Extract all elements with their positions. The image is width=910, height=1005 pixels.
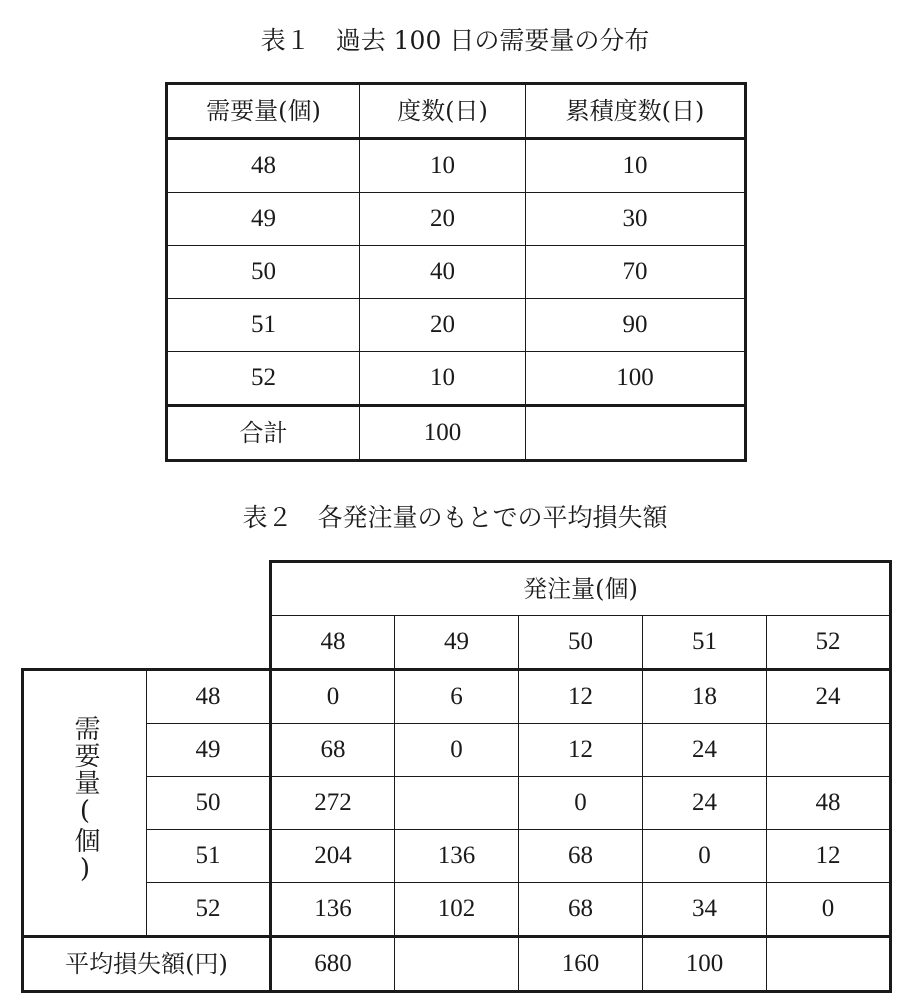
table-row [167,246,746,299]
loss-cell: 204 [271,830,395,883]
table-row [167,299,746,352]
demand-cell: 49 [167,193,360,246]
table-row [167,139,746,193]
demand-distribution-table [165,82,747,462]
table1-caption-label: 表１ [260,26,311,55]
table-row [23,883,891,937]
demand-cell: 48 [167,139,360,193]
loss-cell: 6 [395,670,519,724]
demand-quantity-cell: 48 [147,670,271,724]
cumulative-cell: 70 [526,246,746,299]
table1-header-row [167,84,746,139]
average-loss-cell [767,937,891,992]
cumulative-cell: 100 [526,352,746,406]
order-quantity-cell: 51 [643,616,767,670]
average-loss-cell [395,937,519,992]
order-header-row [23,562,891,616]
loss-cell: 48 [767,777,891,830]
table1-total-row [167,406,746,461]
header-frequency: 度数(日) [360,84,526,139]
average-loss-label: 平均損失額(円) [23,937,271,992]
demand-quantity-cell: 52 [147,883,271,937]
loss-cell: 68 [271,724,395,777]
loss-cell: 0 [519,777,643,830]
table2-caption-label: 表２ [242,503,293,532]
loss-cell: 272 [271,777,395,830]
table2-caption-text: 各発注量のもとでの平均損失額 [317,503,668,532]
table-row [23,830,891,883]
loss-cell: 12 [767,830,891,883]
loss-cell: 102 [395,883,519,937]
table-row [23,724,891,777]
loss-cell: 18 [643,670,767,724]
loss-cell: 12 [519,724,643,777]
frequency-cell: 20 [360,299,526,352]
header-cumulative: 累積度数(日) [526,84,746,139]
order-quantity-cell: 49 [395,616,519,670]
loss-cell: 68 [519,883,643,937]
average-loss-cell: 680 [271,937,395,992]
demand-quantity-label-cell [23,670,147,937]
frequency-cell: 20 [360,193,526,246]
loss-cell: 24 [643,724,767,777]
table-row [23,777,891,830]
demand-quantity-cell: 51 [147,830,271,883]
loss-cell: 68 [519,830,643,883]
loss-cell: 24 [767,670,891,724]
order-quantity-cell: 50 [519,616,643,670]
average-loss-cell: 100 [643,937,767,992]
loss-cell: 0 [643,830,767,883]
table-row [167,352,746,406]
loss-cell: 0 [395,724,519,777]
loss-cell: 136 [395,830,519,883]
frequency-cell: 40 [360,246,526,299]
table-row [167,193,746,246]
order-quantity-row [23,616,891,670]
average-loss-row [23,937,891,992]
loss-cell: 136 [271,883,395,937]
table-row [23,670,891,724]
demand-quantity-cell: 50 [147,777,271,830]
blank-corner [23,616,271,670]
loss-cell: 12 [519,670,643,724]
average-loss-table [21,560,892,993]
table2-caption [0,503,910,533]
loss-cell: 24 [643,777,767,830]
blank-corner [23,562,271,616]
loss-cell: 0 [271,670,395,724]
demand-cell: 50 [167,246,360,299]
order-quantity-cell: 52 [767,616,891,670]
demand-cell: 52 [167,352,360,406]
total-cumulative [526,406,746,461]
order-quantity-header: 発注量(個) [271,562,891,616]
demand-quantity-label: 需要量(個) [70,715,100,885]
average-loss-cell: 160 [519,937,643,992]
table1-caption-text: 過去 100 日の需要量の分布 [335,26,650,55]
frequency-cell: 10 [360,352,526,406]
cumulative-cell: 10 [526,139,746,193]
cumulative-cell: 90 [526,299,746,352]
loss-cell [767,724,891,777]
order-quantity-cell: 48 [271,616,395,670]
demand-quantity-cell: 49 [147,724,271,777]
loss-cell: 0 [767,883,891,937]
total-label: 合計 [167,406,360,461]
loss-cell [395,777,519,830]
cumulative-cell: 30 [526,193,746,246]
header-demand: 需要量(個) [167,84,360,139]
demand-cell: 51 [167,299,360,352]
table1-caption [0,26,910,56]
loss-cell: 34 [643,883,767,937]
total-frequency: 100 [360,406,526,461]
frequency-cell: 10 [360,139,526,193]
